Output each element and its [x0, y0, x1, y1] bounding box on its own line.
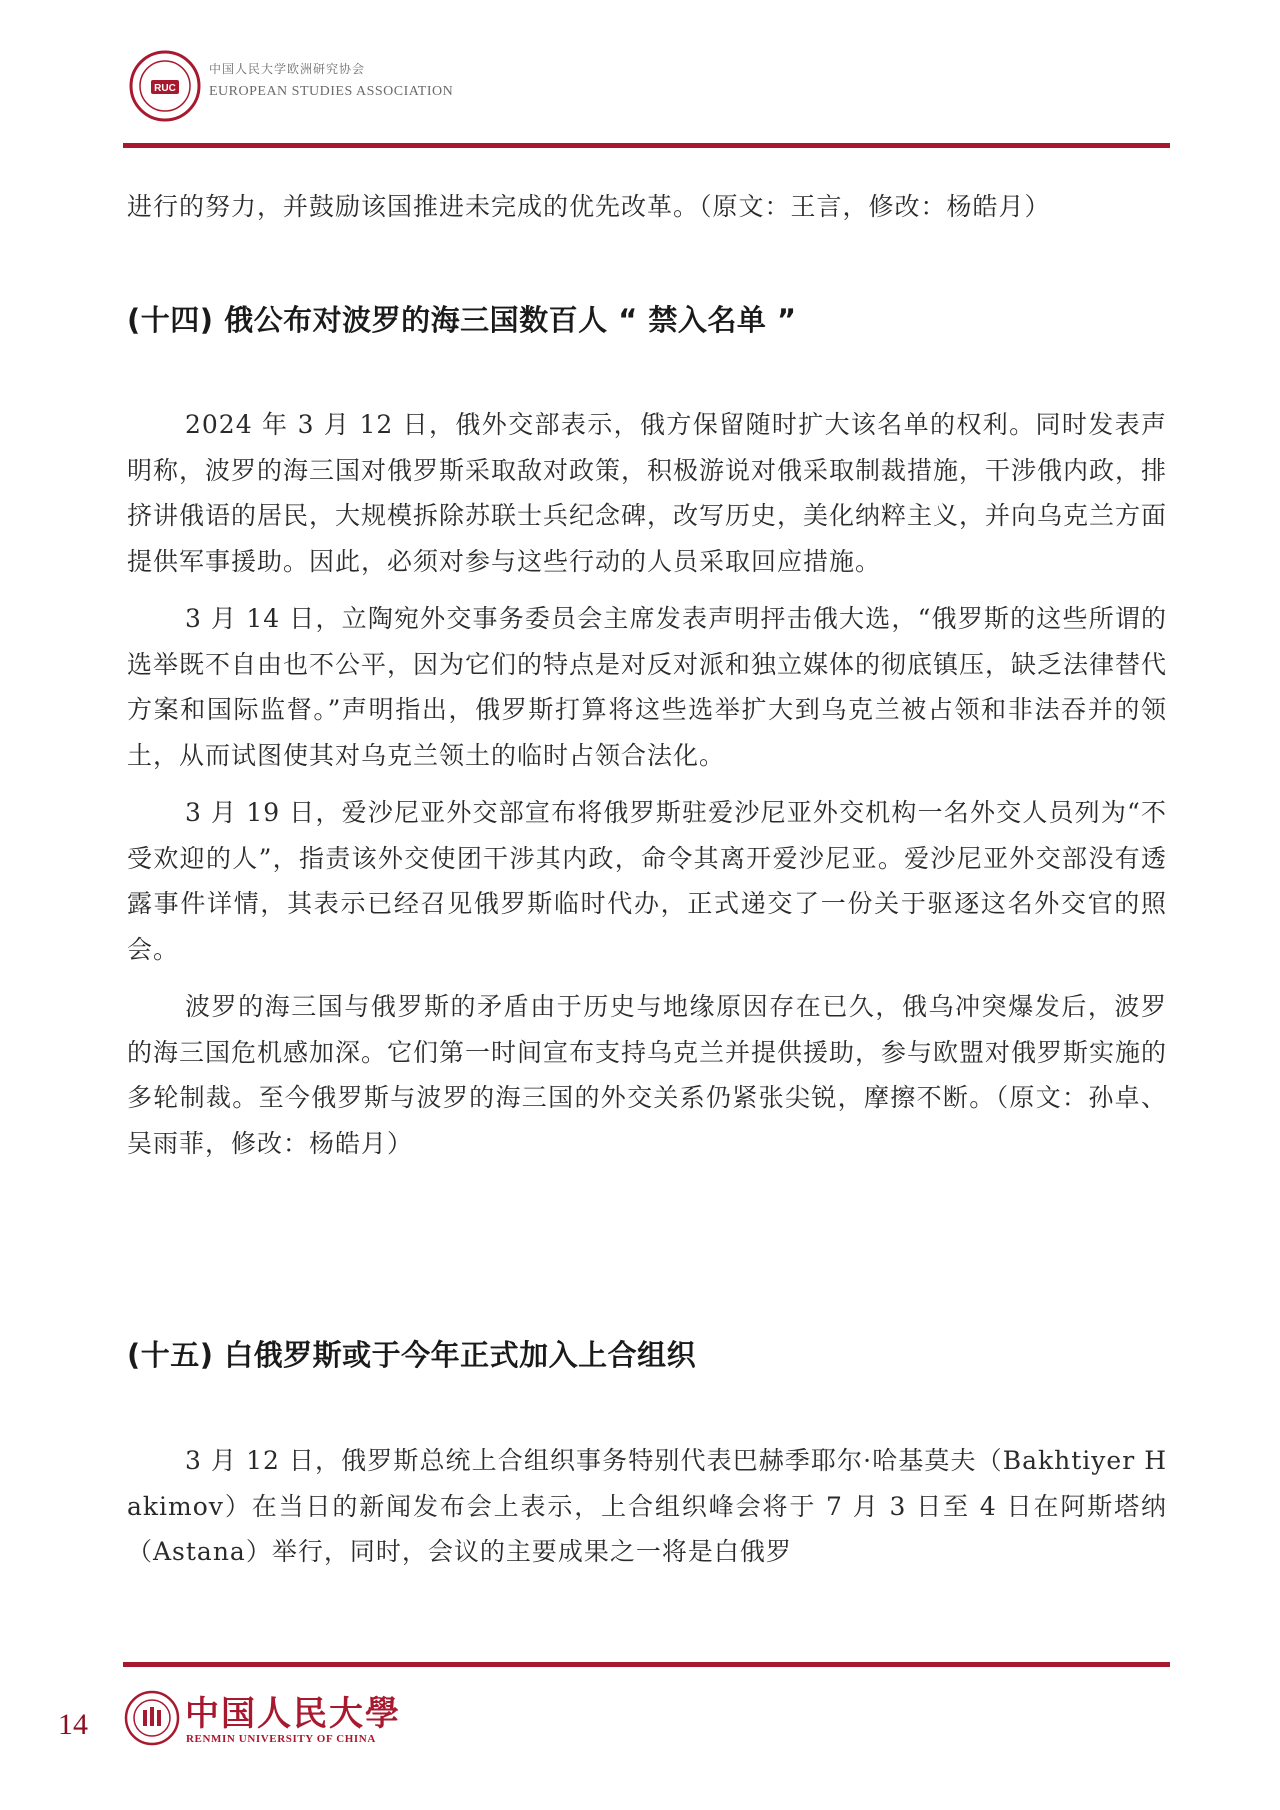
page-number: 14	[58, 1708, 88, 1741]
header-divider	[123, 143, 1170, 148]
section-14-paragraph: 波罗的海三国与俄罗斯的矛盾由于历史与地缘原因存在已久，俄乌冲突爆发后，波罗的海三国危机感加深。它们第一时间宣布支持乌克兰并提供援助，参与欧盟对俄罗斯实施的多轮制裁。至今俄罗斯与波罗的海三国的外交关系仍紧张尖锐，摩擦不断。（原文：孙卓、吴雨菲，修改：杨皓月）	[127, 992, 1168, 1158]
section-15-paragraph: 3 月 12 日，俄罗斯总统上合组织事务特别代表巴赫季耶尔·哈基莫夫（Bakhtiyer Hakimov）在当日的新闻发布会上表示，上合组织峰会将于 7 月 3 日至 4 日在阿斯塔纳（Astana）举行，同时，会议的主要成果之一将是白俄罗	[127, 1446, 1167, 1566]
association-seal-icon	[129, 50, 201, 122]
continuation-paragraph: 进行的努力，并鼓励该国推进未完成的优先改革。（原文：王言，修改：杨皓月）	[127, 192, 1051, 221]
continuation-block	[127, 184, 1167, 242]
section-14-paragraph: 3 月 14 日，立陶宛外交事务委员会主席发表声明抨击俄大选，“俄罗斯的这些所谓的选举既不自由也不公平，因为它们的特点是对反对派和独立媒体的彻底镇压，缺乏法律替代方案和国际监督。”声明指出，俄罗斯打算将这些选举扩大到乌克兰被占领和非法吞并的领土，从而试图使其对乌克兰领土的临时占领合法化。	[127, 604, 1168, 770]
section-15-body	[127, 1438, 1167, 1587]
section-14-title: (十四) 俄公布对波罗的海三国数百人 “ 禁入名单 ”	[127, 303, 797, 337]
association-name-en: EUROPEAN STUDIES ASSOCIATION	[209, 84, 454, 99]
footer-divider	[123, 1662, 1170, 1667]
section-14-paragraph: 3 月 19 日，爱沙尼亚外交部宣布将俄罗斯驻爱沙尼亚外交机构一名外交人员列为“不受欢迎的人”，指责该外交使团干涉其内政，命令其离开爱沙尼亚。爱沙尼亚外交部没有透露事件详情，其表示已经召见俄罗斯临时代办，正式递交了一份关于驱逐这名外交官的照会。	[127, 798, 1167, 964]
section-14-body	[127, 402, 1167, 1178]
university-name-cn: 中国人民大學	[185, 1694, 401, 1734]
svg-text:RUC: RUC	[154, 83, 176, 94]
section-15-title: (十五) 白俄罗斯或于今年正式加入上合组织	[127, 1338, 697, 1372]
association-name-cn: 中国人民大学欧洲研究协会	[209, 62, 366, 76]
page-header	[123, 42, 483, 122]
university-emblem-icon	[124, 1690, 180, 1746]
section-14-paragraph: 2024 年 3 月 12 日，俄外交部表示，俄方保留随时扩大该名单的权利。同时发表声明称，波罗的海三国对俄罗斯采取敌对政策，积极游说对俄采取制裁措施，干涉俄内政，排挤讲俄语的居民，大规模拆除苏联士兵纪念碑，改写历史，美化纳粹主义，并向乌克兰方面提供军事援助。因此，必须对参与这些行动的人员采取回应措施。	[127, 410, 1168, 576]
university-name-en: RENMIN UNIVERSITY OF CHINA	[186, 1733, 376, 1745]
